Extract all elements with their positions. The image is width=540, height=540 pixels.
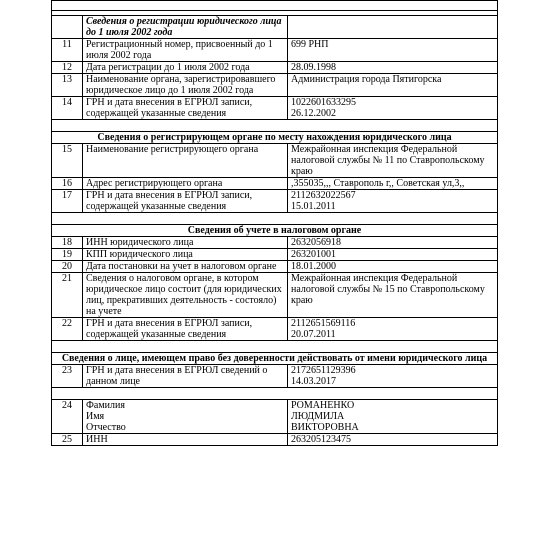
field-value: Межрайонная инспекция Федеральной налоговой службы № 11 по Ставропольскому краю xyxy=(288,144,498,178)
patronymic-value: ВИКТОРОВНА xyxy=(291,422,359,433)
table-row xyxy=(52,178,498,190)
patronymic-label: Отчество xyxy=(86,422,126,433)
field-value: Администрация города Пятигорска xyxy=(288,74,498,97)
row-number: 21 xyxy=(52,273,83,318)
field-value xyxy=(288,190,498,213)
field-value: Межрайонная инспекция Федеральной налоговой службы № 15 по Ставропольскому краю xyxy=(288,273,498,318)
date-value: 26.12.2002 xyxy=(291,108,336,119)
row-number: 23 xyxy=(52,365,83,388)
field-label: Сведения о налоговом органе, в котором юридическое лицо состоит (для юридических лиц, прекративших деятельность - состояло) на учете xyxy=(83,273,288,318)
row-number: 18 xyxy=(52,237,83,249)
row-number: 17 xyxy=(52,190,83,213)
name-value: ЛЮДМИЛА xyxy=(291,411,345,422)
field-label: КПП юридического лица xyxy=(83,249,288,261)
blank-row xyxy=(52,341,498,353)
blank-row xyxy=(52,120,498,132)
field-value xyxy=(288,97,498,120)
section-header-row xyxy=(52,16,498,39)
field-value: 263205123475 xyxy=(288,434,498,446)
egrul-extract-table xyxy=(51,0,498,446)
field-label: ГРН и дата внесения в ЕГРЮЛ записи, содержащей указанные сведения xyxy=(83,97,288,120)
field-label: Наименование регистрирующего органа xyxy=(83,144,288,178)
section-header-row xyxy=(52,225,498,237)
field-label: ГРН и дата внесения в ЕГРЮЛ записи, содержащей указанные сведения xyxy=(83,190,288,213)
section-title-reg-authority: Сведения о регистрирующем органе по месту нахождения юридического лица xyxy=(52,132,498,144)
grn-value: 2112632022567 xyxy=(291,190,356,201)
field-value: 18.01.2000 xyxy=(288,261,498,273)
table-row xyxy=(52,62,498,74)
row-number: 24 xyxy=(52,400,83,434)
row-number: 11 xyxy=(52,39,83,62)
table-row xyxy=(52,365,498,388)
table-row xyxy=(52,144,498,178)
table-row xyxy=(52,190,498,213)
field-label: Наименование органа, зарегистрировавшего юридическое лицо до 1 июля 2002 года xyxy=(83,74,288,97)
row-number: 16 xyxy=(52,178,83,190)
row-number: 22 xyxy=(52,318,83,341)
row-number: 15 xyxy=(52,144,83,178)
date-value: 20.07.2011 xyxy=(291,329,336,340)
table-row xyxy=(52,74,498,97)
field-value: 28.09.1998 xyxy=(288,62,498,74)
field-label: Регистрационный номер, присвоенный до 1 июля 2002 года xyxy=(83,39,288,62)
table-row xyxy=(52,237,498,249)
table-row xyxy=(52,97,498,120)
section-title-pre2002: Сведения о регистрации юридического лица до 1 июля 2002 года xyxy=(83,16,288,39)
table-row xyxy=(52,273,498,318)
table-row xyxy=(52,249,498,261)
surname-value: РОМАНЕНКО xyxy=(291,400,355,411)
grn-value: 2112651569116 xyxy=(291,318,356,329)
grn-value: 1022601633295 xyxy=(291,97,356,108)
name-label: Имя xyxy=(86,411,105,422)
row-number: 20 xyxy=(52,261,83,273)
grn-value: 2172651129396 xyxy=(291,365,356,376)
field-label: ИНН xyxy=(83,434,288,446)
blank-row xyxy=(52,388,498,400)
table-row xyxy=(52,318,498,341)
field-label: ИНН юридического лица xyxy=(83,237,288,249)
field-label: ГРН и дата внесения в ЕГРЮЛ записи, содержащей указанные сведения xyxy=(83,318,288,341)
surname-label: Фамилия xyxy=(86,400,125,411)
row-number: 25 xyxy=(52,434,83,446)
field-label: Адрес регистрирующего органа xyxy=(83,178,288,190)
blank-row xyxy=(52,1,498,11)
field-label: ГРН и дата внесения в ЕГРЮЛ сведений о данном лице xyxy=(83,365,288,388)
field-value: 699 РНП xyxy=(288,39,498,62)
field-value: 2632056918 xyxy=(288,237,498,249)
field-label: Дата регистрации до 1 июля 2002 года xyxy=(83,62,288,74)
empty-cell xyxy=(52,16,83,39)
row-number: 14 xyxy=(52,97,83,120)
table-row xyxy=(52,261,498,273)
section-title-person: Сведения о лице, имеющем право без доверенности действовать от имени юридического лица xyxy=(52,353,498,365)
section-header-row xyxy=(52,132,498,144)
row-number: 12 xyxy=(52,62,83,74)
section-title-tax: Сведения об учете в налоговом органе xyxy=(52,225,498,237)
field-value xyxy=(288,365,498,388)
empty-cell xyxy=(288,16,498,39)
field-label xyxy=(83,400,288,434)
field-value xyxy=(288,400,498,434)
field-value: ,355035,,, Ставрополь г,, Советская ул,3,, xyxy=(288,178,498,190)
blank-row xyxy=(52,213,498,225)
field-value: 263201001 xyxy=(288,249,498,261)
table-row xyxy=(52,434,498,446)
table-row xyxy=(52,39,498,62)
row-number: 19 xyxy=(52,249,83,261)
date-value: 15.01.2011 xyxy=(291,201,336,212)
date-value: 14.03.2017 xyxy=(291,376,336,387)
row-number: 13 xyxy=(52,74,83,97)
section-header-row xyxy=(52,353,498,365)
table-row xyxy=(52,400,498,434)
field-label: Дата постановки на учет в налоговом органе xyxy=(83,261,288,273)
field-value xyxy=(288,318,498,341)
